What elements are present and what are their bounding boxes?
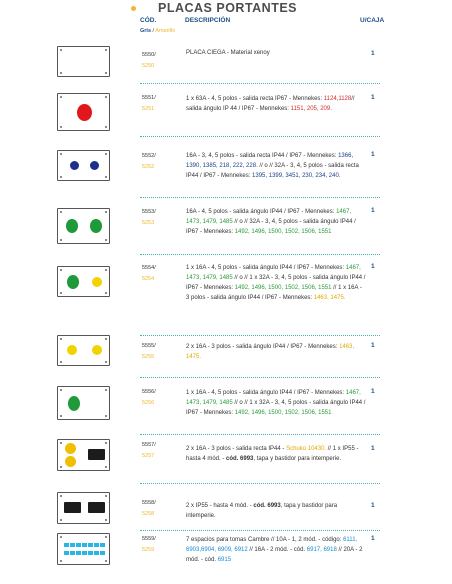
cambre-module-icon: [100, 543, 105, 547]
description-segment: // 20A - 2 mód. - cód.: [186, 547, 363, 563]
description-segment: // o // 1 x 32A - 3, 4, 5 polos - salida ángulo IP44 / IP67 - Mennekes:: [186, 275, 366, 291]
product-description: [186, 388, 366, 418]
units-per-box: 1: [371, 50, 375, 57]
screw-icon: [60, 49, 62, 51]
description-segment: 2 x IP55 - hasta 4 mód. -: [186, 503, 254, 509]
legend-amarillo: Amarillo: [155, 28, 176, 34]
screw-icon: [105, 269, 107, 271]
screw-icon: [60, 442, 62, 444]
plate-two-ip55: [57, 492, 110, 524]
description-segment: 1395, 1399, 3451, 230, 234, 240.: [252, 173, 341, 179]
socket-yellow-icon: [65, 443, 76, 454]
description-segment: 1366, 1390, 1385, 218, 222, 228.: [186, 153, 354, 169]
product-description: [186, 207, 366, 237]
column-header-description: DESCRIPCIÓN: [185, 17, 231, 24]
cambre-module-icon: [70, 551, 75, 555]
product-description: [186, 94, 366, 114]
description-segment: 1 x 16A - 4, 5 polos - salida ángulo IP44 / IP67 - Mennekes:: [186, 265, 346, 271]
ip55-module-icon: [64, 502, 81, 513]
cambre-module-icon: [70, 543, 75, 547]
screw-icon: [105, 361, 107, 363]
description-segment: 1467, 1473, 1479, 1485: [186, 209, 352, 225]
cambre-module-icon: [64, 543, 69, 547]
screw-icon: [60, 338, 62, 340]
row-separator: [140, 434, 380, 435]
plate-two-sockets-blue: [57, 150, 110, 181]
screw-icon: [60, 153, 62, 155]
plate-green-yellow-sockets: [57, 266, 110, 297]
product-code-yellow: 5255: [142, 354, 155, 360]
plate-blank: [57, 46, 110, 77]
description-segment: cód. 6993: [226, 456, 254, 462]
description-segment: 2 x 16A - 3 polos - salida ángulo IP44 / IP67 - Mennekes:: [186, 344, 340, 350]
socket-yellow-icon: [92, 277, 102, 287]
description-segment: 2 x 16A - 3 polos - salida recta IP44 -: [186, 446, 287, 452]
cambre-module-icon: [76, 543, 81, 547]
description-segment: 1 x 63A - 4, 5 polos - salida recta IP67 - Mennekes:: [186, 96, 324, 102]
units-per-box: 1: [371, 94, 375, 101]
screw-icon: [60, 292, 62, 294]
description-segment: , tapa y bastidor para intemperie.: [253, 456, 342, 462]
row-separator: [140, 83, 380, 84]
product-code: 5552/: [142, 153, 156, 159]
product-code: 5554/: [142, 265, 156, 271]
description-segment: 1492, 1496, 1500, 1502, 1506, 1551: [234, 285, 332, 291]
product-code: 5559/: [142, 536, 156, 542]
socket-red-icon: [77, 104, 92, 121]
description-segment: 1151, 205, 209.: [290, 106, 332, 112]
description-segment: Schuko 10430.: [286, 446, 327, 452]
legend-separator: /: [151, 28, 156, 34]
description-segment: PLACA CIEGA - Material xenoy: [186, 50, 270, 56]
description-segment: 1492, 1496, 1500, 1502, 1506, 1551: [234, 410, 332, 416]
row-separator: [140, 483, 380, 484]
product-description: [186, 151, 366, 181]
screw-icon: [60, 495, 62, 497]
row-separator: [140, 530, 380, 531]
page-header: [0, 0, 452, 40]
screw-icon: [60, 72, 62, 74]
socket-yellow-icon: [92, 345, 102, 355]
product-code-yellow: 5259: [142, 547, 155, 553]
screw-icon: [105, 495, 107, 497]
plate-seven-cambre: [57, 533, 110, 565]
product-code-yellow: 5251: [142, 106, 155, 112]
screw-icon: [60, 126, 62, 128]
description-segment: // o // 32A - 3, 4, 5 polos - salida ángulo IP44 / IP67 - Mennekes:: [186, 219, 356, 235]
product-code: 5553/: [142, 209, 156, 215]
description-segment: 1463, 1475.: [186, 344, 355, 360]
product-code: 5555/: [142, 343, 156, 349]
screw-icon: [105, 96, 107, 98]
product-code: 5556/: [142, 389, 156, 395]
product-code: 5558/: [142, 500, 156, 506]
product-code: 5557/: [142, 442, 156, 448]
cambre-module-icon: [82, 551, 87, 555]
screw-icon: [105, 415, 107, 417]
product-code-yellow: 5250: [142, 63, 155, 69]
description-segment: // 1 x 16A - 3 polos - salida ángulo IP44 / IP67 - Mennekes:: [186, 285, 362, 301]
cambre-module-icon: [82, 543, 87, 547]
description-segment: 1463, 1475.: [313, 295, 346, 301]
product-description: [186, 263, 366, 303]
plate-one-socket-green: [57, 386, 110, 420]
row-separator: [140, 197, 380, 198]
ip55-module-icon: [88, 502, 105, 513]
description-segment: 16A - 3, 4, 5 polos - salida recta IP44 / IP67 - Mennekes:: [186, 153, 339, 159]
plate-two-sockets-yellow: [57, 335, 110, 366]
socket-blue-icon: [70, 161, 79, 170]
product-code-yellow: 5258: [142, 511, 155, 517]
screw-icon: [60, 466, 62, 468]
product-description: [186, 48, 366, 58]
screw-icon: [105, 292, 107, 294]
description-segment: // o // 32A - 3, 4, 5 polos - salida recta IP44 / IP67 - Mennekes:: [186, 163, 359, 179]
product-code: 5551/: [142, 95, 156, 101]
description-segment: 7 espacios para tomas Cambre // 10A - 1, 2 mód. - código:: [186, 537, 344, 543]
description-segment: // 16A - 2 mód. - cód.: [247, 547, 307, 553]
description-segment: // 1 x IP55 - hasta 4 mód. -: [186, 446, 359, 462]
product-code-yellow: 5256: [142, 400, 155, 406]
legend-gris: Gris: [140, 28, 152, 34]
units-per-box: 1: [371, 535, 375, 542]
plate-one-socket-red: [57, 93, 110, 131]
description-segment: 1467, 1473, 1479, 1485: [186, 390, 361, 406]
product-description: [186, 535, 366, 565]
plate-yellow-sockets-ip55: [57, 439, 110, 471]
screw-icon: [105, 72, 107, 74]
screw-icon: [60, 96, 62, 98]
product-description: [186, 444, 366, 464]
screw-icon: [105, 466, 107, 468]
screw-icon: [60, 361, 62, 363]
description-segment: 1128: [338, 96, 352, 102]
description-segment: // salida ángulo IP 44 / IP67 - Mennekes:: [186, 96, 355, 112]
screw-icon: [60, 269, 62, 271]
ip55-module-icon: [88, 449, 105, 460]
units-per-box: 1: [371, 263, 375, 270]
units-per-box: 1: [371, 388, 375, 395]
color-legend: [140, 28, 175, 34]
screw-icon: [60, 415, 62, 417]
description-segment: cód. 6993: [253, 503, 281, 509]
row-separator: [140, 136, 380, 137]
screw-icon: [105, 126, 107, 128]
socket-green-icon: [66, 219, 78, 233]
units-per-box: 1: [371, 207, 375, 214]
description-segment: 1 x 16A - 4, 5 polos - salida ángulo IP44 / IP67 - Mennekes:: [186, 390, 346, 396]
cambre-module-icon: [100, 551, 105, 555]
description-segment: // o // 1 x 32A - 3, 4, 5 polos - salida ángulo IP44 / IP67 - Mennekes:: [186, 400, 366, 416]
product-code-yellow: 5252: [142, 164, 155, 170]
row-separator: [140, 377, 380, 378]
description-segment: , tapa y bastidor para intemperie.: [186, 503, 338, 519]
units-per-box: 1: [371, 502, 375, 509]
description-segment: 6917, 6918: [306, 547, 337, 553]
screw-icon: [60, 536, 62, 538]
cambre-module-icon: [64, 551, 69, 555]
plate-two-sockets-green: [57, 208, 110, 244]
socket-blue-icon: [90, 161, 99, 170]
units-per-box: 1: [371, 342, 375, 349]
bullet-icon: [131, 6, 136, 11]
screw-icon: [60, 176, 62, 178]
screw-icon: [105, 536, 107, 538]
screw-icon: [60, 389, 62, 391]
socket-yellow-icon: [65, 456, 76, 467]
product-code-yellow: 5253: [142, 220, 155, 226]
units-per-box: 1: [371, 445, 375, 452]
cambre-module-icon: [76, 551, 81, 555]
screw-icon: [105, 389, 107, 391]
screw-icon: [105, 560, 107, 562]
description-segment: 1492, 1496, 1500, 1502, 1506, 1551: [234, 229, 332, 235]
screw-icon: [105, 442, 107, 444]
cambre-module-icon: [94, 551, 99, 555]
screw-icon: [60, 560, 62, 562]
description-segment: 16A - 4, 5 polos - salida ángulo IP44 / IP67 - Mennekes:: [186, 209, 337, 215]
description-segment: 1467, 1473, 1479, 1485: [186, 265, 361, 281]
screw-icon: [105, 338, 107, 340]
product-description: [186, 342, 366, 362]
column-header-code: CÓD.: [140, 17, 157, 24]
screw-icon: [105, 239, 107, 241]
socket-yellow-icon: [67, 345, 77, 355]
product-code: 5550/: [142, 52, 156, 58]
row-separator: [140, 335, 380, 336]
description-segment: 6111, 6903,6904, 6909, 6912: [186, 537, 358, 553]
cambre-module-icon: [88, 543, 93, 547]
column-header-units: U/CAJA: [360, 17, 385, 24]
cambre-module-icon: [94, 543, 99, 547]
page-title: PLACAS PORTANTES: [158, 1, 298, 15]
screw-icon: [60, 211, 62, 213]
screw-icon: [105, 153, 107, 155]
row-separator: [140, 254, 380, 255]
description-segment: 1124,: [323, 96, 339, 102]
socket-green-icon: [90, 219, 102, 233]
screw-icon: [105, 211, 107, 213]
screw-icon: [60, 519, 62, 521]
screw-icon: [105, 176, 107, 178]
product-code-yellow: 5257: [142, 453, 155, 459]
screw-icon: [105, 49, 107, 51]
socket-green-icon: [68, 396, 80, 411]
product-description: [186, 501, 366, 521]
product-code-yellow: 5254: [142, 276, 155, 282]
socket-green-icon: [67, 275, 79, 289]
description-segment: 6915: [217, 557, 232, 563]
screw-icon: [105, 519, 107, 521]
cambre-module-icon: [88, 551, 93, 555]
units-per-box: 1: [371, 151, 375, 158]
screw-icon: [60, 239, 62, 241]
